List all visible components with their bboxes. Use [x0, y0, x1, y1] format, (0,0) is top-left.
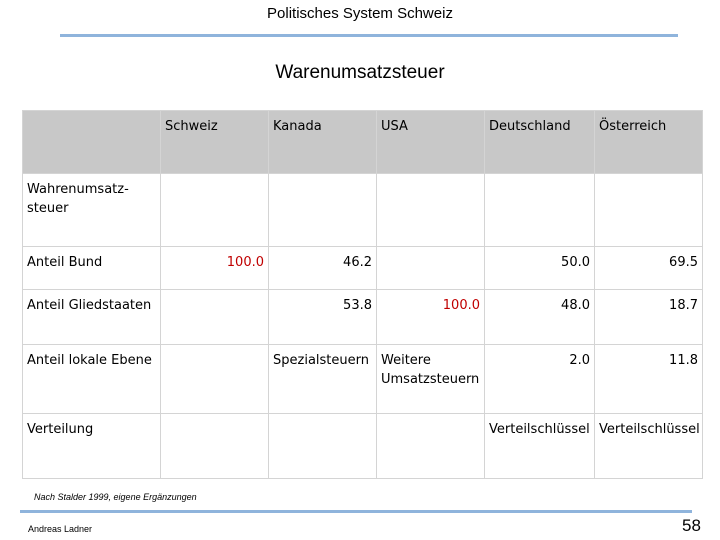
- table-cell: 100.0: [161, 247, 269, 290]
- row-label: Anteil Gliedstaaten: [23, 290, 161, 345]
- column-header-schweiz: Schweiz: [161, 111, 269, 174]
- table-cell: Verteilschlüssel: [595, 414, 703, 479]
- table-cell: 100.0: [377, 290, 485, 345]
- table-cell: [269, 174, 377, 247]
- table-cell: Verteilschlüssel: [485, 414, 595, 479]
- table-cell: [161, 174, 269, 247]
- table-cell: 18.7: [595, 290, 703, 345]
- table-cell: [161, 345, 269, 414]
- table-cell: [377, 247, 485, 290]
- tax-table: [22, 110, 703, 479]
- table-cell: 48.0: [485, 290, 595, 345]
- table-cell: 2.0: [485, 345, 595, 414]
- table-row: [23, 414, 703, 479]
- table-row: [23, 174, 703, 247]
- table-cell: 11.8: [595, 345, 703, 414]
- table-cell: [269, 414, 377, 479]
- table-cell: [161, 290, 269, 345]
- row-label: Wahrenumsatz-steuer: [23, 174, 161, 247]
- table-cell: 53.8: [269, 290, 377, 345]
- author-name: Andreas Ladner: [28, 524, 93, 534]
- table-header-row: [23, 111, 703, 174]
- footer-divider: [20, 510, 692, 513]
- table-cell: [161, 414, 269, 479]
- table-cell: 46.2: [269, 247, 377, 290]
- column-header-oesterreich: Österreich: [595, 111, 703, 174]
- table-cell: Spezialsteuern: [269, 345, 377, 414]
- table-row: [23, 247, 703, 290]
- table-cell: Weitere Umsatzsteuern: [377, 345, 485, 414]
- slide-title: Warenumsatzsteuer: [275, 62, 445, 83]
- header-divider: [60, 34, 678, 37]
- row-label: Verteilung: [23, 414, 161, 479]
- table-cell: [485, 174, 595, 247]
- column-header-kanada: Kanada: [269, 111, 377, 174]
- table-cell: 50.0: [485, 247, 595, 290]
- row-label: Anteil lokale Ebene: [23, 345, 161, 414]
- row-label: Anteil Bund: [23, 247, 161, 290]
- table-cell: [377, 414, 485, 479]
- table-cell: [595, 174, 703, 247]
- header-corner-cell: [23, 111, 161, 174]
- column-header-deutschland: Deutschland: [485, 111, 595, 174]
- page-number: 58: [682, 516, 701, 535]
- source-note: Nach Stalder 1999, eigene Ergänzungen: [34, 492, 197, 502]
- table-row: [23, 290, 703, 345]
- table-cell: [377, 174, 485, 247]
- column-header-usa: USA: [377, 111, 485, 174]
- header-title: Politisches System Schweiz: [267, 5, 453, 22]
- table-cell: 69.5: [595, 247, 703, 290]
- table-row: [23, 345, 703, 414]
